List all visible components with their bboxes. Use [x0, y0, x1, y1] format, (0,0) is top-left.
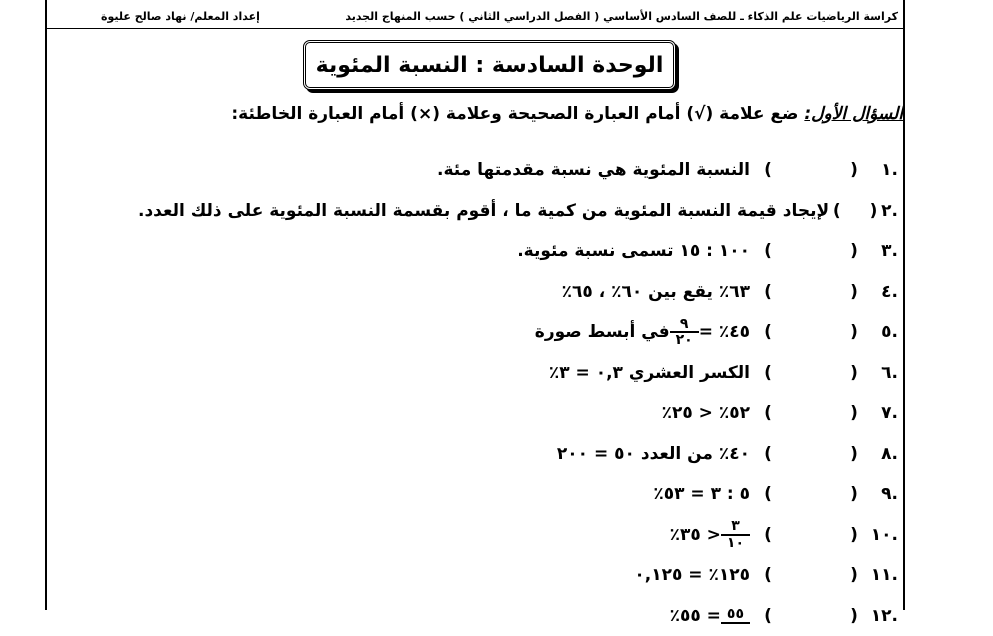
item-open-paren: (	[836, 241, 872, 261]
header-divider	[47, 28, 903, 29]
item-close-paren: )	[750, 363, 786, 383]
item-number: .١٠	[872, 525, 898, 545]
item-open-paren: (	[836, 160, 872, 180]
item-text: لإيجاد قيمة النسبة المئوية من كمية ما ، أقوم بقسمة النسبة المئوية على ذلك العدد.	[138, 201, 829, 221]
item-number: .٥	[872, 322, 898, 342]
question-items	[138, 150, 898, 636]
item-text: ٦٣٪ يقع بين ٦٠٪ ، ٦٥٪	[562, 282, 750, 302]
item-close-paren: )	[750, 525, 786, 545]
item-text: النسبة المئوية هي نسبة مقدمتها مئة.	[437, 160, 750, 180]
item-open-paren: (	[836, 565, 872, 585]
item-number: .٩	[872, 484, 898, 504]
item-close-paren: )	[750, 160, 786, 180]
item-open-paren: (	[836, 606, 872, 626]
item-close-paren: )	[750, 484, 786, 504]
item-text: الكسر العشري ٠,٣ = ٣٪	[549, 363, 750, 383]
item-close-paren: )	[750, 565, 786, 585]
question-item-11	[138, 555, 898, 596]
fraction-denominator: ١٠	[724, 536, 747, 551]
item-number: .٢	[881, 201, 898, 221]
page-border-left	[45, 0, 47, 610]
item-expression: ٤٥٪ =	[699, 322, 750, 342]
question-item-3	[138, 231, 898, 272]
item-close-paren: )	[750, 322, 786, 342]
item-text: ٥٢٪ < ٢٥٪	[662, 403, 750, 423]
question-item-10	[138, 515, 898, 556]
fraction	[673, 317, 696, 348]
question-item-1	[138, 150, 898, 191]
item-close-paren: )	[829, 201, 844, 221]
item-text: = ٥٥٪	[670, 606, 721, 626]
unit-title	[303, 40, 676, 90]
item-close-paren: )	[750, 282, 786, 302]
item-open-paren: (	[836, 525, 872, 545]
fraction-bar	[721, 622, 750, 624]
question-item-6	[138, 353, 898, 394]
item-open-paren: (	[866, 201, 881, 221]
item-text: ٤٠٪ من العدد ٥٠ = ٢٠٠	[557, 444, 750, 464]
fraction-numerator: ٣	[728, 519, 743, 534]
question-heading	[231, 104, 903, 124]
item-open-paren: (	[836, 282, 872, 302]
fraction	[724, 519, 747, 550]
item-number: .٣	[872, 241, 898, 261]
item-number: .٦	[872, 363, 898, 383]
item-text: < ٣٥٪	[670, 525, 721, 545]
item-text: ١٠٠ : ١٥ تسمى نسبة مئوية.	[517, 241, 750, 261]
item-close-paren: )	[750, 444, 786, 464]
item-number: .١	[872, 160, 898, 180]
item-text: ٥ : ٣ = ٥٣٪	[653, 484, 750, 504]
item-close-paren: )	[750, 606, 786, 626]
unit-title-text: الوحدة السادسة : النسبة المئوية	[316, 53, 664, 78]
item-open-paren: (	[836, 363, 872, 383]
question-item-2	[138, 191, 898, 232]
page-border-right	[903, 0, 905, 610]
fraction-denominator: ٢٠	[673, 333, 696, 348]
page-header	[55, 10, 898, 28]
item-open-paren: (	[836, 444, 872, 464]
item-number: .١٢	[872, 606, 898, 626]
item-text: ١٢٥٪ = ٠,١٢٥	[634, 565, 750, 585]
item-number: .٨	[872, 444, 898, 464]
fraction-numerator: ٩	[677, 317, 692, 332]
question-item-4	[138, 272, 898, 313]
item-close-paren: )	[750, 241, 786, 261]
item-number: .٤	[872, 282, 898, 302]
question-item-12	[138, 596, 898, 636]
question-label: السؤال الأول:	[804, 104, 903, 124]
question-item-5	[138, 312, 898, 353]
item-open-paren: (	[836, 403, 872, 423]
header-author: إعداد المعلم/ نهاد صالح عليوة	[101, 10, 260, 23]
question-item-7	[138, 393, 898, 434]
question-item-9	[138, 474, 898, 515]
question-item-8	[138, 434, 898, 475]
fraction-numerator: ٥٥	[724, 607, 747, 622]
header-title: كراسة الرياضيات علم الذكاء ـ للصف السادس الأساسي ( الفصل الدراسي الثاني ) حسب المنهاج الجديد	[345, 10, 898, 23]
item-open-paren: (	[836, 484, 872, 504]
item-open-paren: (	[836, 322, 872, 342]
item-number: .٧	[872, 403, 898, 423]
question-instruction: ضع علامة (√) أمام العبارة الصحيحة وعلامة (×) أمام العبارة الخاطئة:	[231, 104, 798, 124]
item-number: .١١	[872, 565, 898, 585]
item-text: في أبسط صورة	[535, 322, 670, 342]
item-close-paren: )	[750, 403, 786, 423]
